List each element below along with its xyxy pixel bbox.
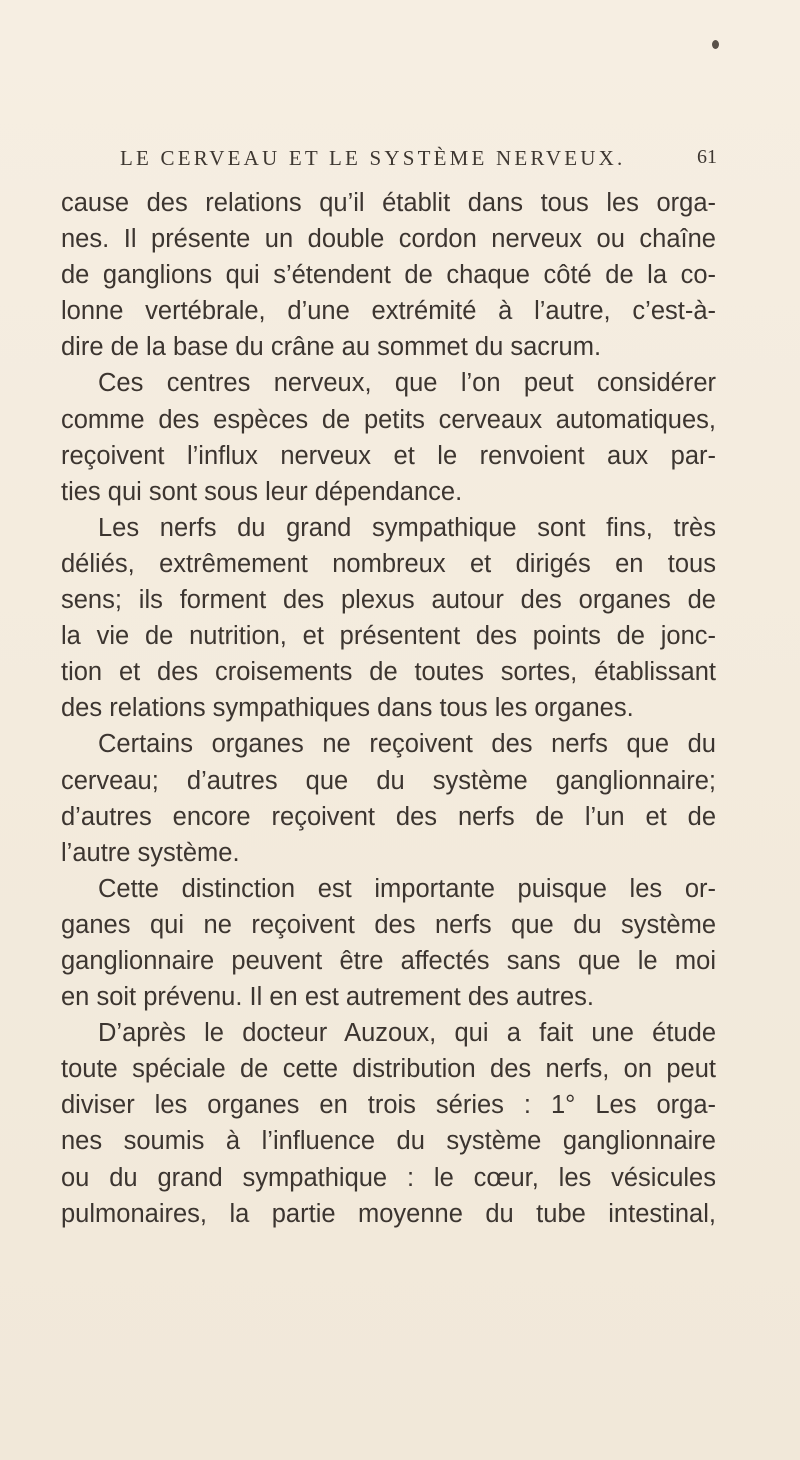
text-line: de ganglions qui s’étendent de chaque côté de la co- xyxy=(61,261,716,290)
text-line: Les nerfs du grand sympathique sont fins, très xyxy=(98,513,716,542)
text-line: ganglionnaire peuvent être affectés sans que le moi xyxy=(61,946,716,975)
text-line: nes. Il présente un double cordon nerveux ou chaîne xyxy=(61,225,716,254)
text-line: d’autres encore reçoivent des nerfs de l’un et de xyxy=(61,802,716,831)
page-number: 61 xyxy=(697,146,717,168)
text-line: comme des espèces de petits cerveaux automatiques, xyxy=(61,405,716,434)
text-line: pulmonaires, la partie moyenne du tube intestinal, xyxy=(61,1199,716,1228)
text-line: diviser les organes en trois séries : 1° Les orga- xyxy=(61,1091,716,1120)
text-line: nes soumis à l’influence du système ganglionnaire xyxy=(61,1127,716,1156)
running-head: LE CERVEAU ET LE SYSTÈME NERVEUX. xyxy=(120,146,626,170)
text-line: déliés, extrêmement nombreux et dirigés en tous xyxy=(61,549,716,578)
text-line: toute spéciale de cette distribution des nerfs, on peut xyxy=(61,1055,716,1084)
text-line: cause des relations qu’il établit dans tous les orga- xyxy=(61,189,716,217)
text-line: Ces centres nerveux, que l’on peut considérer xyxy=(98,369,716,398)
body-text xyxy=(61,185,716,1232)
text-line: tion et des croisements de toutes sortes, établissant xyxy=(61,658,716,687)
page-header xyxy=(0,146,800,176)
text-line: ties qui sont sous leur dépendance. xyxy=(61,477,463,506)
text-line: Certains organes ne reçoivent des nerfs que du xyxy=(98,730,716,759)
text-line: lonne vertébrale, d’une extrémité à l’autre, c’est-à- xyxy=(61,297,716,326)
text-line: reçoivent l’influx nerveux et le renvoient aux par- xyxy=(61,441,716,470)
text-line: ou du grand sympathique : le cœur, les vésicules xyxy=(61,1163,716,1192)
text-line: Cette distinction est importante puisque les or- xyxy=(98,874,716,903)
text-line: sens; ils forment des plexus autour des organes de xyxy=(61,586,716,615)
text-line: D’après le docteur Auzoux, qui a fait une étude xyxy=(98,1019,716,1048)
text-line: l’autre système. xyxy=(61,838,240,867)
text-line: en soit prévenu. Il en est autrement des autres. xyxy=(61,983,594,1012)
text-line: la vie de nutrition, et présentent des points de jonc- xyxy=(61,622,716,651)
text-line: dire de la base du crâne au sommet du sacrum. xyxy=(61,333,602,362)
text-line: ganes qui ne reçoivent des nerfs que du système xyxy=(61,910,716,939)
text-line: cerveau; d’autres que du système ganglionnaire; xyxy=(61,766,716,795)
text-line: des relations sympathiques dans tous les organes. xyxy=(61,694,634,723)
ink-speck xyxy=(712,40,719,49)
